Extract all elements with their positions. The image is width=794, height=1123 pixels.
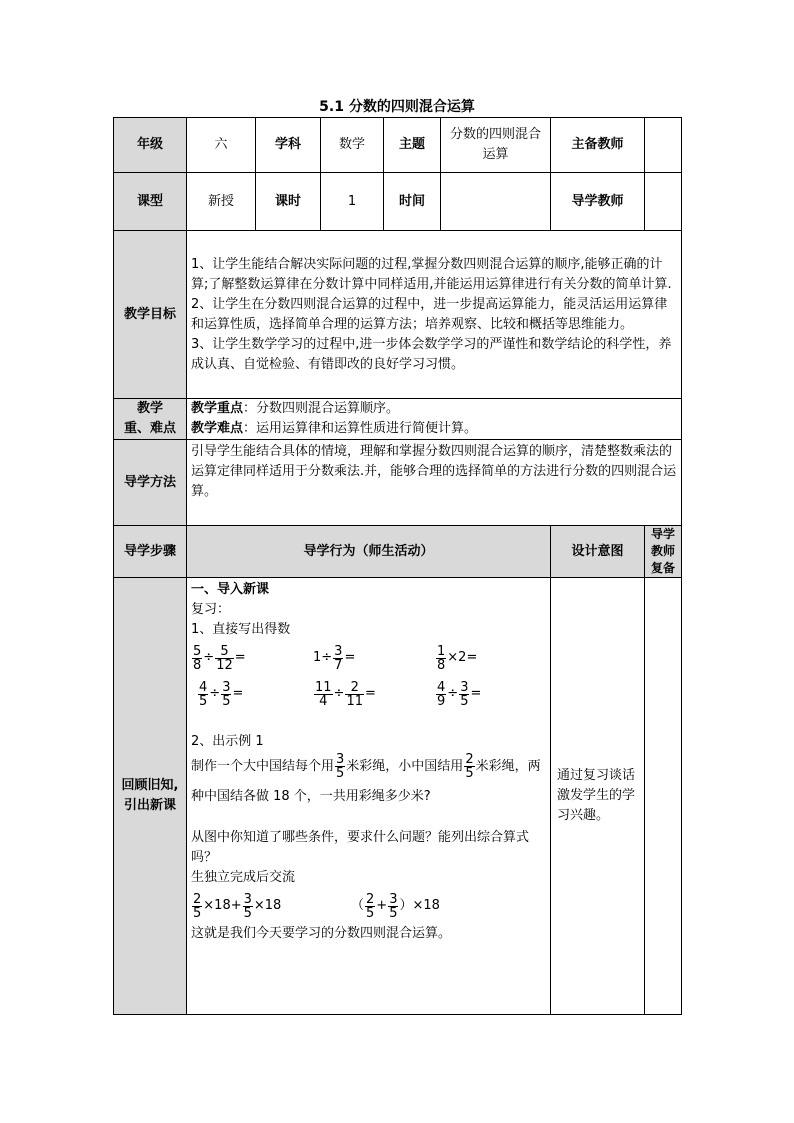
difficulty-label: 教学难点 xyxy=(191,421,244,436)
independent-text: 生独立完成后交流 xyxy=(191,870,296,885)
exercise-1: $\frac{5}{8}$ ÷ $\frac{5}{12}$ = xyxy=(193,643,246,673)
step-intent: 通过复习谈话激发学生的学习兴趣。 xyxy=(551,578,645,1015)
step-row xyxy=(114,578,682,1015)
grade-label: 年级 xyxy=(114,118,187,173)
exercise-row-2 xyxy=(191,676,546,712)
focus-text: ：分数四则混合运算顺序。 xyxy=(243,401,400,416)
steps-header-intent: 设计意图 xyxy=(551,526,645,578)
method-text: 引导学生能结合具体的情境，理解和掌握分数四则混合运算的顺序，清楚整数乘法的运算定律同样适用于分数乘法.并，能够合理的选择简单的方法进行分数的四则混合运算。 xyxy=(187,440,682,526)
method-row xyxy=(114,440,682,526)
step-activity xyxy=(187,578,551,1015)
document-title: 5.1 分数的四则混合运算 xyxy=(319,99,475,115)
objectives-label: 教学目标 xyxy=(114,231,187,399)
objectives-content xyxy=(187,231,682,399)
formula-1: $\frac{2}{5}$ ×18+ $\frac{3}{5}$ ×18 xyxy=(193,891,282,921)
steps-header-step: 导学步骤 xyxy=(114,526,187,578)
objective-item: 2、让学生在分数四则混合运算的过程中，进一步提高运算能力，能灵活运用运算律和运算性质，选择简单合理的运算方法；培养观察、比较和概括等思维能力。 xyxy=(191,296,668,332)
period-label: 课时 xyxy=(256,173,321,231)
lesson-type-value: 新授 xyxy=(187,173,256,231)
exercise-4: $\frac{4}{5}$ ÷ $\frac{3}{5}$ = xyxy=(199,679,244,709)
lesson-plan-table xyxy=(113,117,682,1015)
info-row-2 xyxy=(114,173,682,231)
review-text: 复习： xyxy=(191,602,231,617)
key-points-label: 教学 重、难点 xyxy=(114,399,187,440)
difficulty-text: ：运用运算律和运算性质进行简便计算。 xyxy=(243,421,478,436)
sub-heading-1: 1、直接写出得数 xyxy=(191,622,291,637)
objective-item: 3、让学生数学学习的过程中,进一步体会数学学习的严谨性和数学结论的科学性，养成认真、自觉检验、有错即改的良好学习习惯。 xyxy=(191,336,672,372)
formula-2: （ $\frac{2}{5}$ + $\frac{3}{5}$ ）×18 xyxy=(351,891,440,921)
guide-teacher-label: 导学教师 xyxy=(551,173,645,231)
key-points-content xyxy=(187,399,682,440)
method-label: 导学方法 xyxy=(114,440,187,526)
exercise-6: $\frac{4}{9}$ ÷ $\frac{3}{5}$ = xyxy=(437,679,482,709)
guide-teacher-value xyxy=(645,173,682,231)
formula-row xyxy=(191,888,546,924)
objective-item: 1、让学生能结合解决实际问题的过程,掌握分数四则混合运算的顺序,能够正确的计算;了解整数运算律在分数计算中同样适用,并能运用运算律进行有关分数的简单计算. xyxy=(191,256,672,292)
subject-value: 数学 xyxy=(321,118,384,173)
step-heading: 一、导入新课 xyxy=(191,582,270,597)
steps-header-review: 导学教师复备 xyxy=(645,526,682,578)
exercise-2: 1÷ $\frac{3}{7}$ = xyxy=(313,643,356,673)
period-value: 1 xyxy=(321,173,384,231)
prep-teacher-value xyxy=(645,118,682,173)
topic-label: 主题 xyxy=(384,118,441,173)
steps-header-row xyxy=(114,526,682,578)
step-label: 回顾旧知,引出新课 xyxy=(114,578,187,1015)
time-label: 时间 xyxy=(384,173,441,231)
time-value xyxy=(441,173,551,231)
question-text: 从图中你知道了哪些条件，要求什么问题？能列出综合算式吗？ xyxy=(191,830,530,865)
objectives-row xyxy=(114,231,682,399)
info-row-1 xyxy=(114,118,682,173)
exercise-row-1 xyxy=(191,640,546,676)
closing-text: 这就是我们今天要学习的分数四则混合运算。 xyxy=(191,926,452,941)
exercise-3: $\frac{1}{8}$ ×2= xyxy=(437,643,478,673)
grade-value: 六 xyxy=(187,118,256,173)
problem-text: 制作一个大中国结每个用 $\frac{3}{5}$ 米彩绳，小中国结用 $\frac{2}{5}$ 米彩绳，两种中国结各做 18 个，一共用彩绳多少米? xyxy=(191,752,541,804)
prep-teacher-label: 主备教师 xyxy=(551,118,645,173)
key-points-row xyxy=(114,399,682,440)
lesson-type-label: 课型 xyxy=(114,173,187,231)
step-review xyxy=(645,578,682,1015)
topic-value: 分数的四则混合运算 xyxy=(441,118,551,173)
exercise-5: $\frac{11}{4}$ ÷ $\frac{2}{11}$ = xyxy=(315,679,376,709)
subject-label: 学科 xyxy=(256,118,321,173)
steps-header-activity: 导学行为（师生活动） xyxy=(187,526,551,578)
focus-label: 教学重点 xyxy=(191,401,244,416)
sub-heading-2: 2、出示例 1 xyxy=(191,734,264,749)
